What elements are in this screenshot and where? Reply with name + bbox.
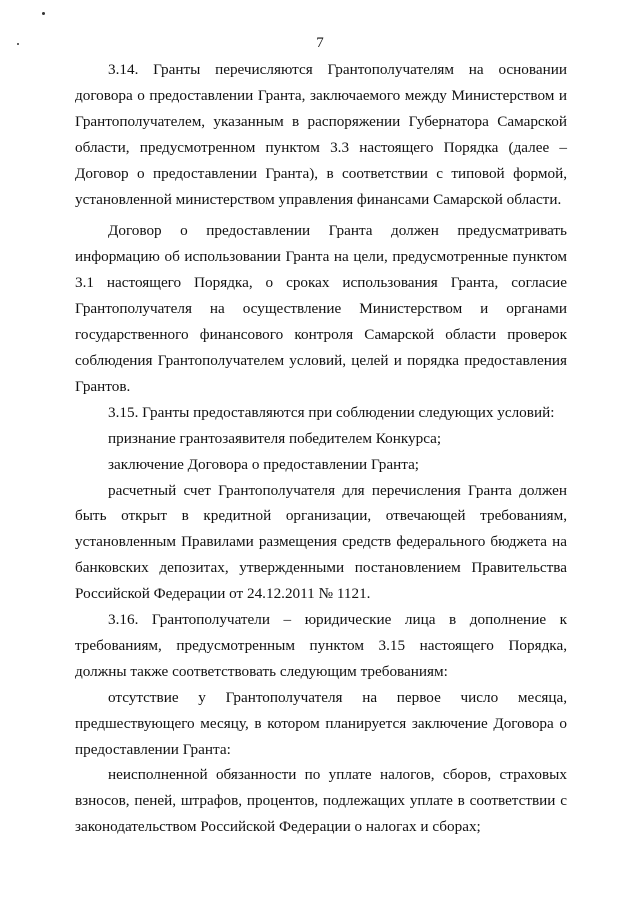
paragraph-3-15: 3.15. Гранты предоставляются при соблюдении следующих условий: <box>108 403 555 421</box>
document-body <box>75 57 567 840</box>
requirement-taxes: неисполненной обязанности по уплате налогов, сборов, страховых взносов, пеней, штрафов, процентов, подлежащих уплате в соответствии с законодательством Российской Федерации о налогах и сборах; <box>75 766 567 836</box>
paragraph-3-16: 3.16. Грантополучатели – юридические лица в дополнение к требованиям, предусмотренным пунктом 3.15 настоящего Порядка, должны также соответствовать следующим требованиям: <box>75 611 567 680</box>
page-number: 7 <box>316 35 324 51</box>
condition-contract-signed: заключение Договора о предоставлении Гранта; <box>108 455 420 473</box>
paragraph-3-14: 3.14. Гранты перечисляются Грантополучателям на основании договора о предоставлении Гранта, заключаемого между Министерством и Грантополучателем, указанным в распоряжении Губернатора Самарской области, предусмотренном пунктом 3.3 настоящего Порядка (далее – Договор о предоставлении Гранта), в соответствии с типовой формой, установленной министерством управления финансами Самарской области. <box>75 61 567 208</box>
scan-speck <box>42 12 45 15</box>
paragraph-contract-content: Договор о предоставлении Гранта должен предусматривать информацию об использовании Гранта на цели, предусмотренные пунктом 3.1 настоящего Порядка, о сроках использования Гранта, согласие Грантополучателя на осуществление Министерством и органами государственного финансового контроля Самарской области проверок соблюдения Грантополучателем условий, целей и порядка предоставления Грантов. <box>75 222 567 395</box>
condition-bank-account: расчетный счет Грантополучателя для перечисления Гранта должен быть открыт в кредитной организации, отвечающей требованиям, установленным Правилами размещения средств федерального бюджета на банковских депозитах, утвержденными постановлением Правительства Российской Федерации от 24.12.2011 № 1121. <box>75 481 567 603</box>
condition-contest-winner: признание грантозаявителя победителем Конкурса; <box>108 429 442 447</box>
requirement-absence: отсутствие у Грантополучателя на первое число месяца, предшествующего месяцу, в котором планируется заключение Договора о предоставлении Гранта: <box>75 688 567 758</box>
